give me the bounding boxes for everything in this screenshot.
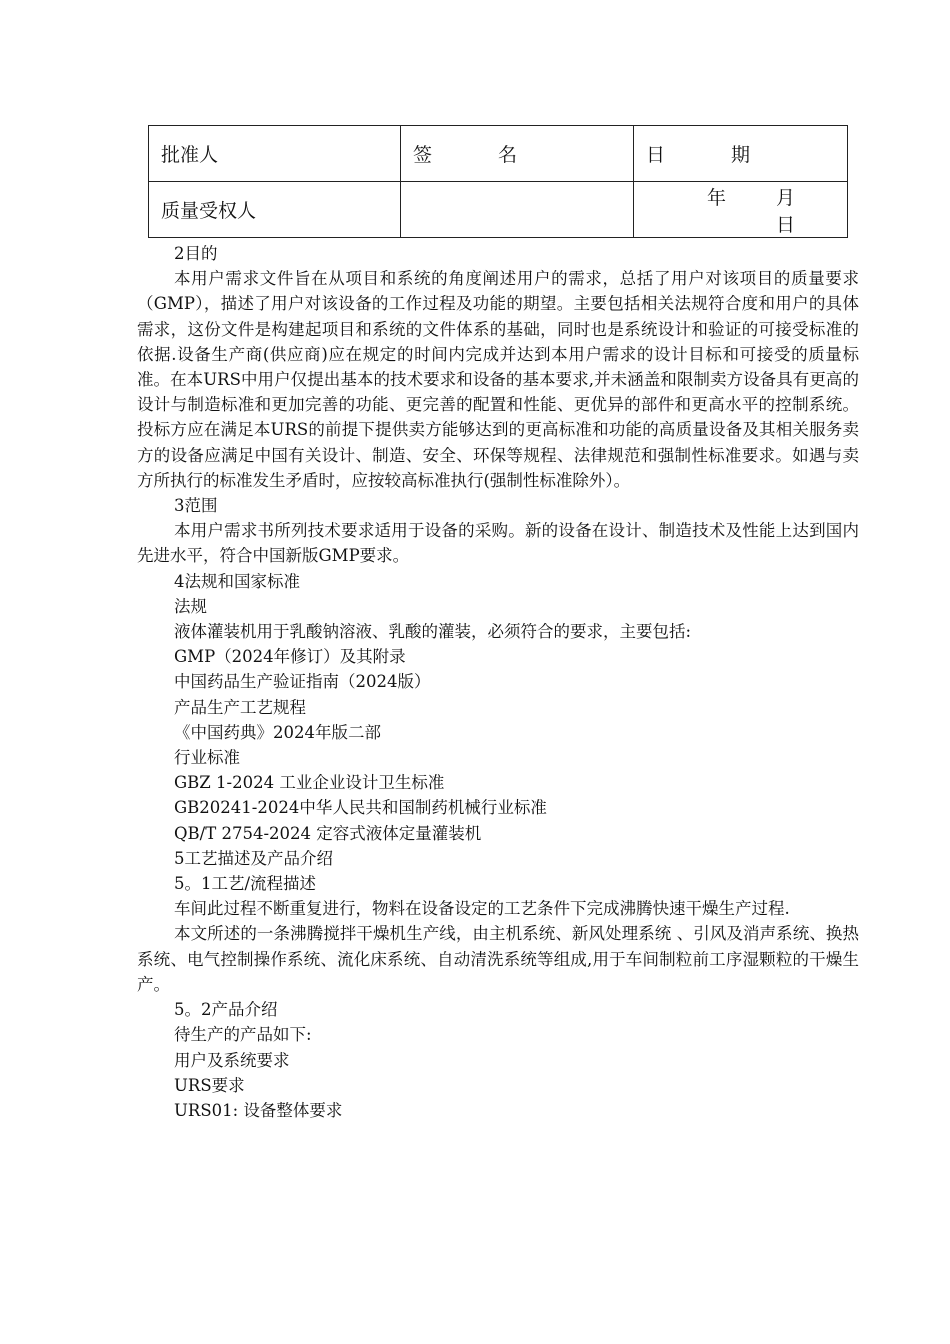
list-item: 产品生产工艺规程 <box>174 697 306 717</box>
regs-heading: 4法规和国家标准 <box>174 571 300 591</box>
list-item: 《中国药典》2024年版二部 <box>174 722 381 742</box>
process-paragraph-1: 车间此过程不断重复进行，物料在设备设定的工艺条件下完成沸腾快速干燥生产过程. <box>174 899 790 919</box>
scope-heading: 3范围 <box>174 496 218 516</box>
table-row <box>149 126 848 182</box>
urs-line: URS01: 设备整体要求 <box>174 1100 343 1120</box>
regs-intro: 液体灌装机用于乳酸钠溶液、乳酸的灌装，必须符合的要求，主要包括: <box>174 622 692 642</box>
list-item: QB/T 2754-2024 定容式液体定量灌装机 <box>174 823 482 843</box>
product-subheading: 5。2产品介绍 <box>174 1000 278 1020</box>
date-label: 日 期 <box>634 126 848 182</box>
regs-subheading: 法规 <box>174 596 207 616</box>
scope-paragraph: 本用户需求书所列技术要求适用于设备的采购。新的设备在设计、制造技术及性能上达到国内先进水平，符合中国新版GMP要求。 <box>137 521 859 566</box>
approver-label: 批准人 <box>149 126 401 182</box>
qa-authorized-label: 质量受权人 <box>149 182 401 238</box>
industry-subheading: 行业标准 <box>174 748 240 768</box>
qa-signature-cell <box>401 182 634 238</box>
list-item: GMP（2024年修订）及其附录 <box>174 647 406 667</box>
urs-line: URS要求 <box>174 1075 245 1095</box>
list-item: 中国药品生产验证指南（2024版） <box>174 672 431 692</box>
purpose-heading: 2目的 <box>174 244 218 263</box>
process-heading: 5工艺描述及产品介绍 <box>174 848 333 868</box>
process-subheading: 5。1工艺/流程描述 <box>174 874 317 894</box>
urs-line: 用户及系统要求 <box>174 1050 290 1070</box>
signature-label: 签 名 <box>401 126 634 182</box>
table-row <box>149 182 848 238</box>
product-line: 待生产的产品如下: <box>174 1025 312 1045</box>
purpose-paragraph: 本用户需求文件旨在从项目和系统的角度阐述用户的需求，总括了用户对该项目的质量要求（GMP），描述了用户对该设备的工作过程及功能的期望。主要包括相关法规符合度和用户的具体需求，这份文件是构建起项目和系统的文件体系的基础，同时也是系统设计和验证的可接受标准的依据.设备生产商(供应商)应在规定的时间内完成并达到本用户需求的设计目标和可接受的质量标准。在本URS中用户仅提出基本的技术要求和设备的基本要求,并未涵盖和限制卖方设备具有更高的设计与制造标准和更加完善的功能、更完善的配置和性能、更优异的部件和更高水平的控制系统。投标方应在满足本URS的前提下提供卖方能够达到的更高标准和功能的高质量设备及其相关服务卖方的设备应满足中国有关设计、制造、安全、环保等规程、法律规范和强制性标准要求。如遇与卖方所执行的标准发生矛盾时，应按较高标准执行(强制性标准除外）。 <box>137 269 859 490</box>
list-item: GBZ 1-2024 工业企业设计卫生标准 <box>174 773 445 793</box>
process-paragraph-2: 本文所述的一条沸腾搅拌干燥机生产线，由主机系统、新风处理系统 、引风及消声系统、换热系统、电气控制操作系统、流化床系统、自动清洗系统等组成,用于车间制粒前工序湿颗粒的干燥生产。 <box>137 924 859 994</box>
approval-table <box>148 125 848 238</box>
qa-date-cell: 年 月 日 <box>634 182 848 238</box>
list-item: GB20241-2024中华人民共和国制药机械行业标准 <box>174 798 547 818</box>
document-body <box>137 241 859 1123</box>
